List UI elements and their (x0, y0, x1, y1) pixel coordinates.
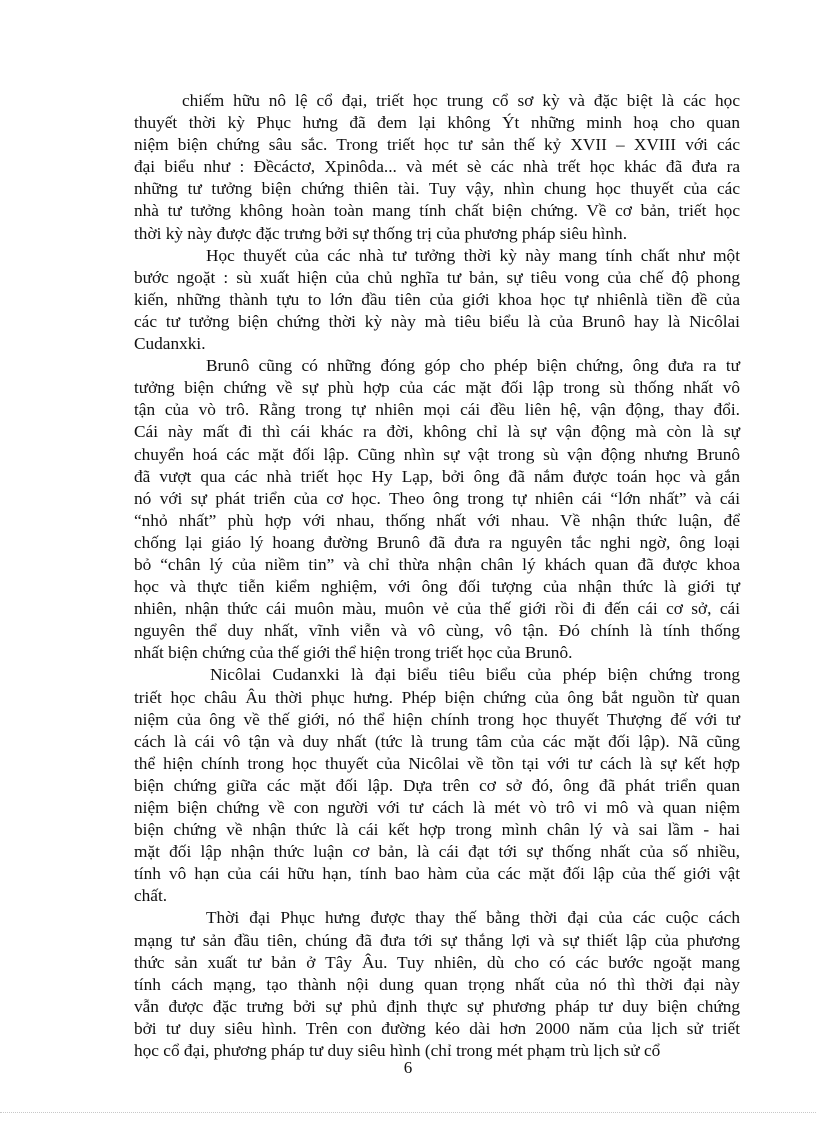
text-line: tận của vò trô. Rằng trong tự nhiên mọi cái đều liên hệ, vận động, thay đổi. (134, 400, 740, 420)
text-line: nhà tư tưởng không hoàn toàn mang tính chất biện chứng. Về cơ bản, triết học (134, 201, 740, 221)
footer-divider (0, 1112, 816, 1113)
text-line: Thời đại Phục hưng được thay thế bằng thời đại của các cuộc cách (206, 908, 740, 928)
text-line: kiến, những thành tựu to lớn đầu tiên của giới khoa học tự nhiênlà tiền đề của (134, 289, 740, 309)
text-line: bỏ “chân lý của niềm tin” và chỉ thừa nhận chân lý khách quan đã được khoa (134, 554, 740, 574)
body-text (134, 90, 740, 1062)
text-line: chống lại giáo lý hoang đường Brunô đã đưa ra nguyên tắc nghi ngờ, ông loại (134, 532, 740, 552)
text-line: niệm của ông về thế giới, nó thể hiện chính trong học thuyết Thượng đế với tư (134, 709, 740, 729)
text-line: mạng tư sản đầu tiên, chúng đã đưa tới sự thắng lợi và sự thiết lập của phương (134, 930, 740, 950)
text-line: những tư tưởng biện chứng thiên tài. Tuy vậy, nhìn chung học thuyết của các (134, 179, 740, 199)
text-line: nguyên thể duy nhất, vĩnh viễn và vô cùng, vô tận. Đó chính là tính thống (134, 621, 740, 641)
text-line: chất. (134, 886, 168, 906)
text-line: thuyết thời kỳ Phục hưng đã đem lại không Ýt những minh hoạ cho quan (134, 113, 740, 133)
text-line: thức sản xuất tư bản ở Tây Âu. Tuy nhiên, dù cho có các bước ngoặt mang (134, 952, 740, 972)
paragraphs (134, 90, 740, 1062)
text-line: niệm biện chứng về con người với tư cách là mét vò trô vi mô và quan niệm (134, 798, 740, 817)
page-number: 6 (403, 1058, 413, 1077)
text-line: đại biểu như : Đềcáctơ, Xpinôda... và mét sè các nhà trết học khác đã đưa ra (134, 157, 740, 177)
text-line: “nhỏ nhất” phù hợp với nhau, thống nhất với nhau. Về nhận thức luận, để (134, 510, 740, 530)
text-line: thời kỳ này được đặc trưng bởi sự thống trị của phương pháp siêu hình. (134, 223, 628, 243)
text-line: tính vô hạn của cái hữu hạn, tính bao hàm của các mặt đối lập của thế giới vật (134, 864, 740, 884)
text-line: cách là cái vô tận và duy nhất (tức là trung tâm của các mặt đối lập). Nã cũng (134, 731, 740, 751)
text-line: Brunô cũng có những đóng góp cho phép biện chứng, ông đưa ra tư (206, 356, 740, 376)
text-line: Nicôlai Cudanxki là đại biểu tiêu biểu của phép biện chứng trong (210, 665, 740, 685)
text-line: các tư tưởng biện chứng thời kỳ này mà tiêu biểu là của Brunô hay là Nicôlai (134, 311, 740, 331)
text-line: niệm biện chứng sâu sắc. Trong triết học tư sản thế kỷ XVII – XVIII với các (134, 135, 740, 155)
text-line: mặt đối lập nhận thức luận cơ bản, là cái đạt tới sự thống nhất của số nhiều, (134, 842, 740, 862)
text-line: tưởng biện chứng về sự phù hợp của các mặt đối lập trong sù thống nhất vô (134, 378, 740, 398)
text-line: Cudanxki. (134, 334, 206, 354)
text-line: học và thực tiễn kiểm nghiệm, với ông đối tượng của nhận thức là giới tự (134, 577, 740, 597)
text-line: nhất biện chứng của thế giới thể hiện trong triết học của Brunô. (134, 643, 573, 663)
text-line: nó với sự phát triển của cơ học. Theo ông trong tự nhiên cái “lớn nhất” và cái (134, 488, 740, 508)
text-line: biện chứng giữa các mặt đối lập. Dựa trên cơ sở đó, ông đã phát triển quan (134, 775, 740, 795)
text-line: đã vượt qua các nhà triết học Hy Lạp, bởi ông đã nắm được toán học và gắn (134, 466, 740, 486)
text-line: bước ngoặt : sù xuất hiện của chủ nghĩa tư bản, sự tiêu vong của chế độ phong (134, 267, 740, 287)
text-line: nhiên, nhận thức cái muôn màu, muôn vẻ của thế giới rồi đi đến cái cơ sở, cái (134, 599, 740, 619)
text-line: biện chứng về nhận thức là cái kết hợp trong mình chân lý và sai lầm - hai (134, 820, 740, 840)
text-line: thể hiện chính trong học thuyết của Nicôlai về tồn tại với tư cách là sự kết hợp (134, 753, 740, 773)
text-line: Cái này mất đi thì cái khác ra đời, không chỉ là sự vận động mà còn là sự (134, 422, 740, 442)
text-line: bởi tư duy siêu hình. Trên con đường kéo dài hơn 2000 năm của lịch sử triết (134, 1018, 740, 1038)
text-line: chiếm hữu nô lệ cổ đại, triết học trung cổ sơ kỳ và đặc biệt là các học (182, 91, 740, 110)
text-line: tính cách mạng, tạo thành nội dung quan trọng nhất của nó thì thời đại này (134, 974, 740, 994)
text-line: Học thuyết của các nhà tư tưởng thời kỳ này mang tính chất như một (206, 245, 740, 265)
text-line: triết học châu Âu thời phục hưng. Phép biện chứng của ông bắt nguồn từ quan (134, 687, 740, 707)
text-line: chuyển hoá các mặt đối lập. Cũng nhìn sự vật trong sù vận động nhưng Brunô (134, 444, 740, 464)
text-line: vẫn được đặc trưng bởi sự phủ định thực sự phương pháp tư duy biện chứng (134, 996, 740, 1016)
text-line: học cổ đại, phương pháp tư duy siêu hình (chỉ trong mét phạm trù lịch sử cổ (134, 1041, 661, 1061)
